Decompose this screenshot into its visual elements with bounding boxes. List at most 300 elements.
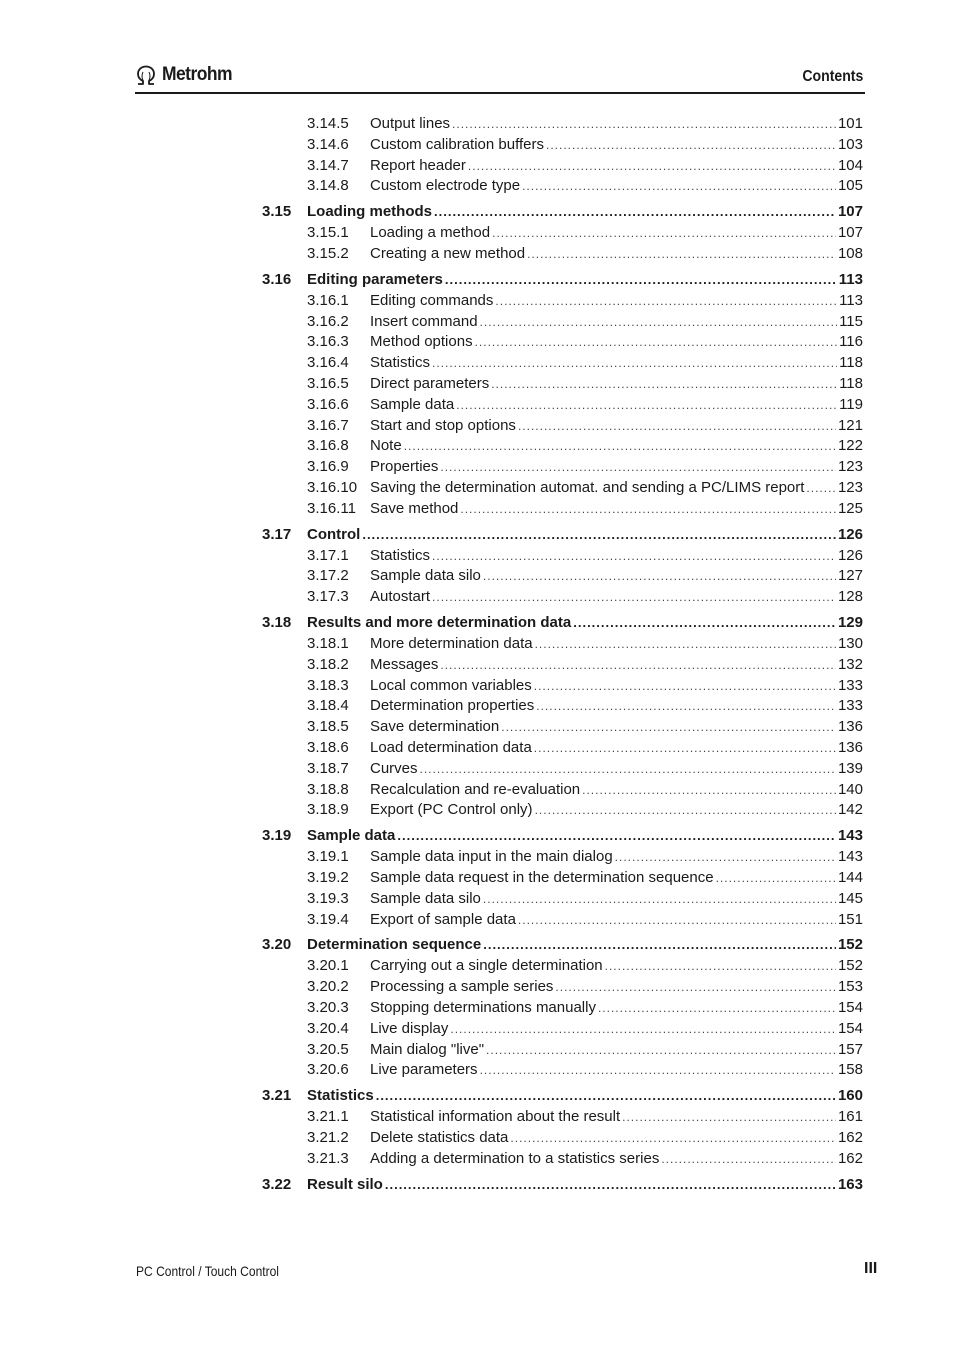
toc-entry-page: 101 <box>837 115 863 132</box>
toc-entry-page: 127 <box>837 567 863 585</box>
dot-leader <box>483 935 836 955</box>
dot-leader <box>536 696 836 716</box>
toc-entry-page: 123 <box>837 479 863 496</box>
toc-subsection-entry[interactable] <box>307 977 863 997</box>
toc-entry-number: 3.21.2 <box>307 1129 349 1146</box>
toc-entry-page: 162 <box>837 1129 863 1146</box>
toc-subsection-entry[interactable] <box>307 1128 863 1148</box>
toc-section-entry[interactable] <box>262 1175 863 1195</box>
dot-leader <box>518 416 836 436</box>
dot-leader <box>486 1040 836 1060</box>
toc-entry-line <box>370 478 863 498</box>
toc-subsection-entry[interactable] <box>307 291 863 311</box>
toc-entry-page: 154 <box>837 1019 863 1037</box>
toc-entry-page: 161 <box>837 1108 863 1126</box>
toc-entry-title: Local common variables <box>370 676 532 694</box>
toc-entry-page: 125 <box>837 499 863 517</box>
toc-entry-line <box>370 499 863 519</box>
toc-entry-line <box>307 270 863 290</box>
toc-entry-number: 3.16 <box>262 270 292 288</box>
toc-entry-page: 119 <box>839 395 863 413</box>
toc-entry-line <box>370 977 863 997</box>
toc-entry-title: Loading a method <box>370 224 491 242</box>
toc-entry-line <box>370 374 863 394</box>
toc-subsection-entry[interactable] <box>307 800 863 820</box>
brand-name: Metrohm <box>162 64 232 85</box>
toc-entry-line <box>307 525 863 545</box>
toc-entry-page: 132 <box>837 655 863 673</box>
toc-entry-line <box>307 826 863 846</box>
toc-entry-title: Editing parameters <box>307 270 443 288</box>
dot-leader <box>534 738 836 758</box>
toc-entry-page: 126 <box>837 525 863 543</box>
toc-entry-page: 115 <box>839 312 863 330</box>
dot-leader <box>510 1128 836 1148</box>
toc-entry-title: Export of sample data <box>370 910 516 928</box>
toc-subsection-entry[interactable] <box>307 634 863 654</box>
dot-leader <box>615 847 836 867</box>
toc-entry-title: Sample data <box>370 395 455 413</box>
toc-entry-number: 3.20.5 <box>307 1040 349 1058</box>
toc-entry-page: 105 <box>837 177 863 195</box>
toc-subsection-entry[interactable] <box>307 223 863 243</box>
toc-entry-number: 3.18.1 <box>307 635 349 652</box>
toc-entry-title: Messages <box>370 655 439 673</box>
dot-leader <box>397 826 836 846</box>
toc-entry-page: 123 <box>837 458 863 476</box>
toc-entry-line <box>307 613 863 633</box>
toc-subsection-entry[interactable] <box>307 1149 863 1169</box>
toc-entry-number: 3.20.1 <box>307 957 349 975</box>
toc-entry-page: 154 <box>837 999 863 1016</box>
toc-entry-page: 158 <box>837 1061 863 1079</box>
toc-entry-title: Processing a sample series <box>370 978 554 996</box>
toc-entry-page: 130 <box>837 635 863 652</box>
dot-leader <box>385 1175 836 1195</box>
toc-entry-page: 140 <box>837 780 863 798</box>
toc-subsection-entry[interactable] <box>307 780 863 800</box>
toc-entry-page: 145 <box>837 889 863 907</box>
toc-entry-page: 129 <box>837 614 863 631</box>
toc-entry-number: 3.14.8 <box>307 177 349 195</box>
toc-entry-title: Recalculation and re-evaluation <box>370 780 581 798</box>
toc-entry-page: 136 <box>837 739 863 756</box>
toc-entry-title: Delete statistics data <box>370 1129 509 1146</box>
toc-subsection-entry[interactable] <box>307 546 863 566</box>
toc-entry-number: 3.16.5 <box>307 375 349 392</box>
toc-entry-number: 3.20 <box>262 936 292 954</box>
toc-entry-number: 3.18.9 <box>307 801 349 819</box>
toc-entry-number: 3.16.11 <box>307 499 356 517</box>
toc-entry-page: 142 <box>837 801 863 819</box>
dot-leader <box>534 676 836 696</box>
toc-entry-number: 3.17 <box>262 525 292 543</box>
toc-entry-number: 3.21 <box>262 1087 292 1105</box>
dot-leader <box>605 956 836 976</box>
toc-subsection-entry[interactable] <box>307 676 863 696</box>
toc-entry-line <box>370 847 863 867</box>
toc-section-entry[interactable] <box>262 525 863 545</box>
toc-entry-title: Editing commands <box>370 291 494 309</box>
toc-entry-line <box>370 587 863 607</box>
toc-entry-title: Results and more determination data <box>307 614 572 631</box>
toc-entry-title: Statistics <box>370 354 431 372</box>
dot-leader <box>475 332 838 352</box>
toc-entry-page: 108 <box>837 245 863 262</box>
toc-entry-page: 128 <box>837 588 863 606</box>
toc-entry-number: 3.16.4 <box>307 354 349 372</box>
toc-section-entry[interactable] <box>262 1086 863 1106</box>
toc-entry-line <box>370 717 863 737</box>
dot-leader <box>432 546 836 566</box>
toc-entry-line <box>370 244 863 264</box>
toc-subsection-entry[interactable] <box>307 457 863 477</box>
dot-leader <box>450 1019 836 1039</box>
toc-entry-line <box>370 546 863 566</box>
dot-leader <box>546 135 836 155</box>
toc-entry-line <box>307 202 863 222</box>
toc-section-entry[interactable] <box>262 935 863 955</box>
toc-entry-title: Statistics <box>307 1087 374 1105</box>
toc-entry-title: Save method <box>370 499 459 517</box>
toc-entry-page: 103 <box>837 135 863 153</box>
toc-entry-title: More determination data <box>370 635 533 652</box>
toc-entry-number: 3.18 <box>262 614 292 631</box>
toc-entry-number: 3.16.3 <box>307 333 349 351</box>
toc-entry-title: Carrying out a single determination <box>370 957 603 975</box>
toc-entry-title: Sample data silo <box>370 567 481 585</box>
toc-entry-page: 143 <box>837 848 863 866</box>
toc-entry-title: Result silo <box>307 1175 383 1193</box>
toc-subsection-entry[interactable] <box>307 156 863 176</box>
toc-subsection-entry[interactable] <box>307 312 863 332</box>
dot-leader <box>495 291 837 311</box>
toc-entry-number: 3.17.2 <box>307 567 349 585</box>
dot-leader <box>582 780 836 800</box>
toc-subsection-entry[interactable] <box>307 1019 863 1039</box>
toc-entry-line <box>370 223 863 243</box>
toc-entry-number: 3.14.5 <box>307 115 349 132</box>
dot-leader <box>434 202 836 222</box>
toc-entry-title: Start and stop options <box>370 416 516 434</box>
dot-leader <box>555 977 836 997</box>
toc-entry-number: 3.18.8 <box>307 780 349 798</box>
toc-entry-line <box>370 457 863 477</box>
toc-entry-title: Custom electrode type <box>370 177 521 195</box>
toc-entry-line <box>370 566 863 586</box>
toc-entry-title: Autostart <box>370 588 431 606</box>
toc-entry-line <box>370 800 863 820</box>
toc-entry-page: 118 <box>839 375 863 392</box>
toc-subsection-entry[interactable] <box>307 889 863 909</box>
toc-entry-line <box>370 998 863 1018</box>
dot-leader <box>527 244 836 264</box>
toc-entry-number: 3.17.1 <box>307 546 349 564</box>
dot-leader <box>716 868 836 888</box>
toc-entry-page: 136 <box>837 718 863 736</box>
toc-subsection-entry[interactable] <box>307 436 863 456</box>
toc-subsection-entry[interactable] <box>307 868 863 888</box>
toc-entry-number: 3.16.6 <box>307 395 349 413</box>
toc-entry-title: Report header <box>370 156 466 174</box>
toc-entry-title: Insert command <box>370 312 478 330</box>
toc-entry-page: 107 <box>837 203 863 221</box>
toc-entry-title: Curves <box>370 759 418 777</box>
dot-leader <box>622 1107 836 1127</box>
toc-entry-number: 3.21.3 <box>307 1149 349 1167</box>
toc-section-entry[interactable] <box>262 202 863 222</box>
toc-entry-line <box>370 1128 863 1148</box>
toc-entry-title: Direct parameters <box>370 375 490 392</box>
dot-leader <box>404 436 836 456</box>
dot-leader <box>445 270 837 290</box>
toc-entry-page: 163 <box>837 1175 863 1193</box>
toc-entry-number: 3.17.3 <box>307 588 349 606</box>
toc-entry-line <box>370 696 863 716</box>
toc-entry-line <box>370 1040 863 1060</box>
toc-entry-title: Sample data request in the determination sequence <box>370 869 714 886</box>
toc-entry-number: 3.15.1 <box>307 224 349 242</box>
toc-entry-page: 121 <box>837 416 863 434</box>
toc-entry-title: Sample data <box>307 827 396 845</box>
toc-entry-number: 3.20.3 <box>307 999 349 1016</box>
toc-entry-page: 104 <box>837 156 863 174</box>
toc-entry-title: Properties <box>370 458 439 476</box>
toc-section-entry[interactable] <box>262 270 863 290</box>
toc-subsection-entry[interactable] <box>307 1060 863 1080</box>
toc-entry-line <box>370 956 863 976</box>
toc-entry-page: 152 <box>837 936 863 954</box>
toc-entry-line <box>307 1086 863 1106</box>
toc-entry-title: Live display <box>370 1019 449 1037</box>
toc-subsection-entry[interactable] <box>307 847 863 867</box>
toc-entry-line <box>370 780 863 800</box>
toc-entry-number: 3.16.9 <box>307 458 349 476</box>
toc-entry-line <box>370 436 863 456</box>
toc-entry-page: 133 <box>837 676 863 694</box>
toc-entry-line <box>307 935 863 955</box>
toc-entry-line <box>370 1107 863 1127</box>
toc-entry-page: 118 <box>839 354 863 372</box>
toc-subsection-entry[interactable] <box>307 655 863 675</box>
toc-subsection-entry[interactable] <box>307 1107 863 1127</box>
toc-entry-line <box>370 176 863 196</box>
toc-entry-number: 3.18.4 <box>307 697 349 715</box>
dot-leader <box>535 800 836 820</box>
toc-entry-number: 3.18.6 <box>307 739 349 756</box>
dot-leader <box>456 395 837 415</box>
toc-entry-number: 3.15.2 <box>307 245 349 262</box>
toc-entry-line <box>370 416 863 436</box>
toc-entry-number: 3.20.2 <box>307 978 349 996</box>
dot-leader <box>806 478 836 498</box>
dot-leader <box>432 353 837 373</box>
toc-entry-page: 113 <box>839 291 863 309</box>
toc-entry-line <box>370 395 863 415</box>
toc-subsection-entry[interactable] <box>307 374 863 394</box>
toc-subsection-entry[interactable] <box>307 478 863 498</box>
footer-product-name: PC Control / Touch Control <box>136 1263 279 1279</box>
toc-subsection-entry[interactable] <box>307 566 863 586</box>
toc-entry-title: Output lines <box>370 115 451 132</box>
toc-subsection-entry[interactable] <box>307 176 863 196</box>
dot-leader <box>452 114 836 134</box>
toc-entry-page: 157 <box>837 1040 863 1058</box>
toc-subsection-entry[interactable] <box>307 910 863 930</box>
toc-entry-title: Sample data input in the main dialog <box>370 848 613 866</box>
toc-entry-number: 3.16.2 <box>307 312 349 330</box>
toc-section-entry[interactable] <box>262 826 863 846</box>
toc-entry-line <box>370 759 863 779</box>
toc-entry-page: 160 <box>837 1087 863 1105</box>
toc-entry-title: Custom calibration buffers <box>370 135 544 153</box>
toc-entry-title: Load determination data <box>370 739 532 756</box>
toc-entry-line <box>370 353 863 373</box>
toc-entry-number: 3.18.5 <box>307 718 349 736</box>
toc-entry-line <box>370 114 863 134</box>
toc-entry-number: 3.18.7 <box>307 759 349 777</box>
dot-leader <box>440 457 836 477</box>
dot-leader <box>573 613 836 633</box>
dot-leader <box>661 1149 836 1169</box>
toc-entry-page: 107 <box>837 224 863 242</box>
toc-entry-page: 162 <box>837 1149 863 1167</box>
toc-entry-page: 133 <box>837 697 863 715</box>
toc-entry-page: 153 <box>837 978 863 996</box>
dot-leader <box>483 889 836 909</box>
toc-entry-number: 3.22 <box>262 1175 292 1193</box>
toc-entry-title: Live parameters <box>370 1061 478 1079</box>
brand-logo <box>135 64 238 86</box>
toc-entry-number: 3.19.1 <box>307 848 349 866</box>
toc-entry-line <box>370 1060 863 1080</box>
dot-leader <box>491 374 837 394</box>
toc-entry-number: 3.14.6 <box>307 135 349 153</box>
toc-entry-line <box>307 1175 863 1195</box>
toc-entry-line <box>370 676 863 696</box>
toc-entry-title: Determination properties <box>370 697 535 715</box>
dot-leader <box>460 499 836 519</box>
toc-entry-number: 3.16.10 <box>307 479 358 496</box>
dot-leader <box>376 1086 836 1106</box>
toc-entry-line <box>370 135 863 155</box>
toc-subsection-entry[interactable] <box>307 759 863 779</box>
toc-subsection-entry[interactable] <box>307 395 863 415</box>
toc-entry-number: 3.19 <box>262 827 292 845</box>
toc-subsection-entry[interactable] <box>307 587 863 607</box>
toc-entry-title: Saving the determination automat. and sending a PC/LIMS report <box>370 479 805 496</box>
dot-leader <box>420 759 836 779</box>
toc-entry-line <box>370 312 863 332</box>
dot-leader <box>522 176 836 196</box>
dot-leader <box>432 587 836 607</box>
toc-entry-title: Loading methods <box>307 203 432 221</box>
toc-entry-line <box>370 655 863 675</box>
toc-section-entry[interactable] <box>262 613 863 633</box>
toc-subsection-entry[interactable] <box>307 1040 863 1060</box>
omega-logo-icon <box>135 65 157 85</box>
toc-subsection-entry[interactable] <box>307 696 863 716</box>
toc-entry-page: 122 <box>837 437 863 455</box>
toc-subsection-entry[interactable] <box>307 998 863 1018</box>
toc-subsection-entry[interactable] <box>307 416 863 436</box>
page-header <box>135 62 865 94</box>
page-number: III <box>864 1260 878 1277</box>
toc-entry-page: 113 <box>838 270 863 288</box>
section-title: Contents <box>801 68 863 85</box>
toc-entry-title: Note <box>370 437 402 455</box>
toc-subsection-entry[interactable] <box>307 353 863 373</box>
toc-entry-number: 3.19.2 <box>307 869 349 886</box>
toc-entry-title: Main dialog "live" <box>370 1040 485 1058</box>
toc-entry-number: 3.21.1 <box>307 1108 349 1126</box>
toc-entry-line <box>370 889 863 909</box>
toc-entry-line <box>370 868 863 888</box>
toc-subsection-entry[interactable] <box>307 135 863 155</box>
toc-entry-line <box>370 332 863 352</box>
dot-leader <box>483 566 836 586</box>
toc-entry-title: Determination sequence <box>307 936 482 954</box>
toc-entry-page: 143 <box>837 827 863 845</box>
dot-leader <box>480 312 838 332</box>
toc-entry-number: 3.18.3 <box>307 676 349 694</box>
toc-entry-number: 3.15 <box>262 203 292 221</box>
dot-leader <box>501 717 836 737</box>
toc-entry-title: Statistics <box>370 546 431 564</box>
toc-subsection-entry[interactable] <box>307 244 863 264</box>
toc-subsection-entry[interactable] <box>307 499 863 519</box>
toc-entry-title: Sample data silo <box>370 889 481 907</box>
toc-entry-number: 3.20.6 <box>307 1061 349 1079</box>
toc-entry-title: Creating a new method <box>370 245 526 262</box>
toc-entry-title: Statistical information about the result <box>370 1108 621 1126</box>
toc-entry-number: 3.16.8 <box>307 437 349 455</box>
dot-leader <box>518 910 836 930</box>
toc-entry-line <box>370 291 863 311</box>
toc-entry-page: 152 <box>837 957 863 975</box>
toc-entry-number: 3.20.4 <box>307 1019 349 1037</box>
toc-entry-line <box>370 1019 863 1039</box>
toc-entry-title: Stopping determinations manually <box>370 999 596 1016</box>
toc-subsection-entry[interactable] <box>307 114 863 134</box>
dot-leader <box>535 634 836 654</box>
toc-entry-number: 3.19.4 <box>307 910 349 928</box>
toc-subsection-entry[interactable] <box>307 332 863 352</box>
dot-leader <box>362 525 836 545</box>
toc-entry-title: Method options <box>370 333 473 351</box>
toc-entry-line <box>370 738 863 758</box>
dot-leader <box>598 998 836 1018</box>
toc-entry-number: 3.16.7 <box>307 416 349 434</box>
toc-entry-number: 3.16.1 <box>307 291 349 309</box>
toc-entry-page: 126 <box>837 546 863 564</box>
toc-subsection-entry[interactable] <box>307 956 863 976</box>
toc-entry-title: Save determination <box>370 718 500 736</box>
dot-leader <box>480 1060 836 1080</box>
dot-leader <box>468 156 836 176</box>
dot-leader <box>440 655 836 675</box>
toc-subsection-entry[interactable] <box>307 738 863 758</box>
toc-entry-number: 3.19.3 <box>307 889 349 907</box>
toc-entry-page: 116 <box>839 333 863 351</box>
toc-entry-title: Adding a determination to a statistics series <box>370 1149 660 1167</box>
toc-entry-title: Export (PC Control only) <box>370 801 533 819</box>
toc-entry-title: Control <box>307 525 361 543</box>
toc-entry-line <box>370 634 863 654</box>
toc-entry-page: 151 <box>837 910 863 928</box>
toc-entry-page: 139 <box>837 759 863 777</box>
toc-subsection-entry[interactable] <box>307 717 863 737</box>
